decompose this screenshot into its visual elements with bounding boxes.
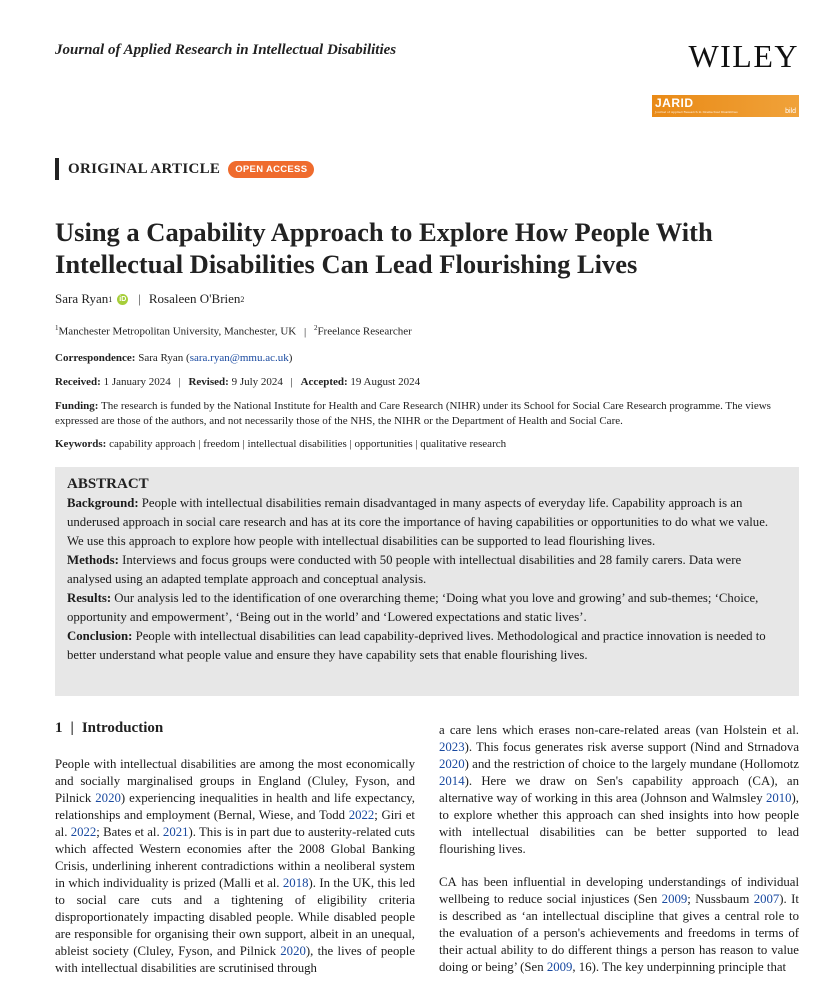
journal-title: Journal of Applied Research in Intellectual Disabilities [55, 42, 397, 58]
body-text: ). This is in part due to austerity-related cuts which affected Western economies after the 2008 Global Banking Crisis, underlining inherent contradictions within a neoliberal system in which individuality is prized (Malli et al. [55, 825, 416, 890]
citation-link[interactable]: 2009 [661, 892, 688, 906]
keywords-label: Keywords: [55, 438, 107, 450]
abstract-section-label: Conclusion: [67, 629, 133, 643]
section-title: Introduction [81, 720, 164, 736]
author-affiliation-marker: 2 [240, 294, 245, 304]
citation-link[interactable]: 2007 [753, 892, 780, 906]
body-column-right-paragraph-2 [439, 874, 799, 976]
article-type [55, 158, 314, 180]
citation-link[interactable]: 2018 [282, 876, 309, 890]
abstract-heading: ABSTRACT [67, 476, 149, 492]
correspondence-name: Sara Ryan ( [138, 352, 190, 364]
body-column-left [55, 756, 415, 977]
body-text: ). Here we draw on Sen's capability approach (CA), an alternative way of working in this area (Johnson and Walmsley [439, 774, 799, 805]
received-date: 1 January 2024 [103, 376, 171, 388]
correspondence [55, 351, 800, 366]
banner-bild: bild [785, 108, 796, 115]
keywords-list: capability approach | freedom | intellectual disabilities | opportunities | qualitative research [109, 438, 507, 450]
abstract-box [55, 467, 799, 696]
author-name[interactable]: Rosaleen O'Brien [148, 291, 241, 306]
citation-link[interactable]: 2009 [546, 960, 573, 974]
correspondence-close: ) [288, 352, 293, 364]
body-text: , 16). The key underpinning principle that [572, 960, 787, 974]
keywords [55, 437, 800, 452]
affiliation-marker: 2 [313, 324, 318, 332]
correspondence-label: Correspondence: [55, 352, 136, 364]
revised-date: 9 July 2024 [231, 376, 283, 388]
abstract-section-text: People with intellectual disabilities remain disadvantaged in many aspects of everyday life. Capability approach is an underused approach in social care research and has at its core the importance of having capabilities or opportunities to do what we value. We use this approach to explore how people with intellectual disabilities can be supported to lead flourishing lives. [67, 496, 769, 548]
author-name[interactable]: Sara Ryan [55, 291, 109, 306]
author-list [55, 291, 244, 307]
abstract-methods [67, 551, 787, 589]
abstract-section-text: Interviews and focus groups were conducted with 50 people with intellectual disabilities and 28 family carers. Data were analysed using an adapted template approach and conceptual analysis. [67, 553, 742, 586]
affiliation-text: Freelance Researcher [317, 325, 412, 338]
affiliation-separator: | [303, 325, 307, 338]
body-column-right-paragraph-1 [439, 722, 799, 858]
body-text: People with intellectual disabilities are among the most economically and socially marginalised groups in England (Cluley, Fyson, and Pilnick [55, 757, 415, 805]
body-text: ), the lives of people with intellectual disabilities are scrutinised through [55, 944, 415, 975]
banner-subtitle: Journal of Applied Research in Intellectual Disabilities [655, 110, 738, 114]
body-text: ) experiencing inequalities in health and life expectancy, relationships and employment (Bernal, Wiese, and Todd [55, 791, 415, 822]
section-separator: | [70, 720, 74, 736]
body-text: CA has been influential in developing understandings of individual wellbeing to reduce social injustices (Sen [439, 875, 799, 906]
citation-link[interactable]: 2022 [70, 825, 97, 839]
citation-link[interactable]: 2022 [348, 808, 375, 822]
accepted-date: 19 August 2024 [350, 376, 421, 388]
body-text: ) and the restriction of choice to the largely mundane (Hollomotz [464, 757, 799, 771]
open-access-badge: OPEN ACCESS [228, 161, 314, 178]
abstract-conclusion [67, 627, 787, 665]
abstract-results [67, 589, 787, 627]
funding [55, 399, 800, 429]
article-type-label: ORIGINAL ARTICLE [68, 160, 221, 177]
abstract-background [67, 494, 787, 551]
body-text: ; Giri et al. [55, 808, 415, 839]
abstract-section-label: Methods: [67, 553, 119, 567]
body-text: ), to explore whether this approach can shed insights into how people with intellectual disabilities can be better supported to lead flourishing lives. [439, 791, 799, 856]
body-text: ). This focus generates risk averse support (Nind and Strnadova [464, 740, 799, 754]
citation-link[interactable]: 2020 [95, 791, 121, 805]
date-separator: | [290, 376, 293, 388]
abstract-section-text: People with intellectual disabilities can lead capability-deprived lives. Methodological and practice innovation is needed to better understand what people value and ensure they have capability sets that enable flourishing lives. [67, 629, 766, 662]
affiliation-marker: 1 [55, 324, 59, 332]
citation-link[interactable]: 2023 [439, 740, 465, 754]
body-text: ). In the UK, this led to social care cuts and a tightening of eligibility criteria disproportionately impacting disabled people. While disabled people are responsible for organising their own support, albeit in an unequal, ableist society (Cluley, Fyson, and Pilnick [55, 876, 415, 958]
abstract-section-text: Our analysis led to the identification of one overarching theme; ‘Doing what you love and growing’ and sub-themes; ‘Choice, opportunity and empowerment’, ‘Being out in the world’ and ‘Lowered expectations and static lives’. [67, 591, 759, 624]
journal-banner [652, 95, 799, 117]
accepted-label: Accepted: [300, 376, 348, 388]
funding-text: The research is funded by the National Institute for Health and Care Research (NIHR) under its School for Social Care Research programme. The views expressed are those of the authors, and not necessarily those of the NHS, the NIHR or the Department of Health and Social Care. [55, 400, 771, 427]
citation-link[interactable]: 2020 [280, 944, 306, 958]
correspondence-email[interactable]: sara.ryan@mmu.ac.uk [189, 352, 289, 364]
affiliations [55, 324, 412, 338]
date-separator: | [178, 376, 181, 388]
citation-link[interactable]: 2020 [439, 757, 465, 771]
citation-link[interactable]: 2021 [162, 825, 189, 839]
body-text: ; Nussbaum [687, 892, 754, 906]
citation-link[interactable]: 2014 [439, 774, 465, 788]
abstract-section-label: Results: [67, 591, 112, 605]
body-text: a care lens which erases non-care-related areas (van Holstein et al. [439, 723, 799, 737]
section-heading-introduction [55, 720, 163, 737]
citation-link[interactable]: 2010 [765, 791, 792, 805]
affiliation-text: Manchester Metropolitan University, Manchester, UK [58, 325, 297, 338]
banner-word: JARID [655, 96, 694, 110]
received-label: Received: [55, 376, 101, 388]
body-text: ; Bates et al. [96, 825, 163, 839]
author-affiliation-marker: 1 [108, 294, 113, 304]
abstract-section-label: Background: [67, 496, 139, 510]
orcid-icon[interactable]: iD [119, 295, 127, 303]
publisher-logo: WILEY [688, 38, 799, 74]
article-dates [55, 375, 800, 390]
section-number: 1 [55, 720, 63, 736]
revised-label: Revised: [188, 376, 229, 388]
author-separator: | [138, 291, 141, 306]
article-title: Using a Capability Approach to Explore How People With Intellectual Disabilities Can Lead Flourishing Lives [55, 217, 713, 279]
body-text: ). It is described as ‘an intellectual discipline that gives a central role to the evaluation of a person's achievements and freedoms in terms of their actual ability to do different things a person has reason to value doing or being’ (Sen [439, 892, 799, 974]
funding-label: Funding: [55, 400, 99, 412]
article-type-bar [55, 158, 59, 180]
